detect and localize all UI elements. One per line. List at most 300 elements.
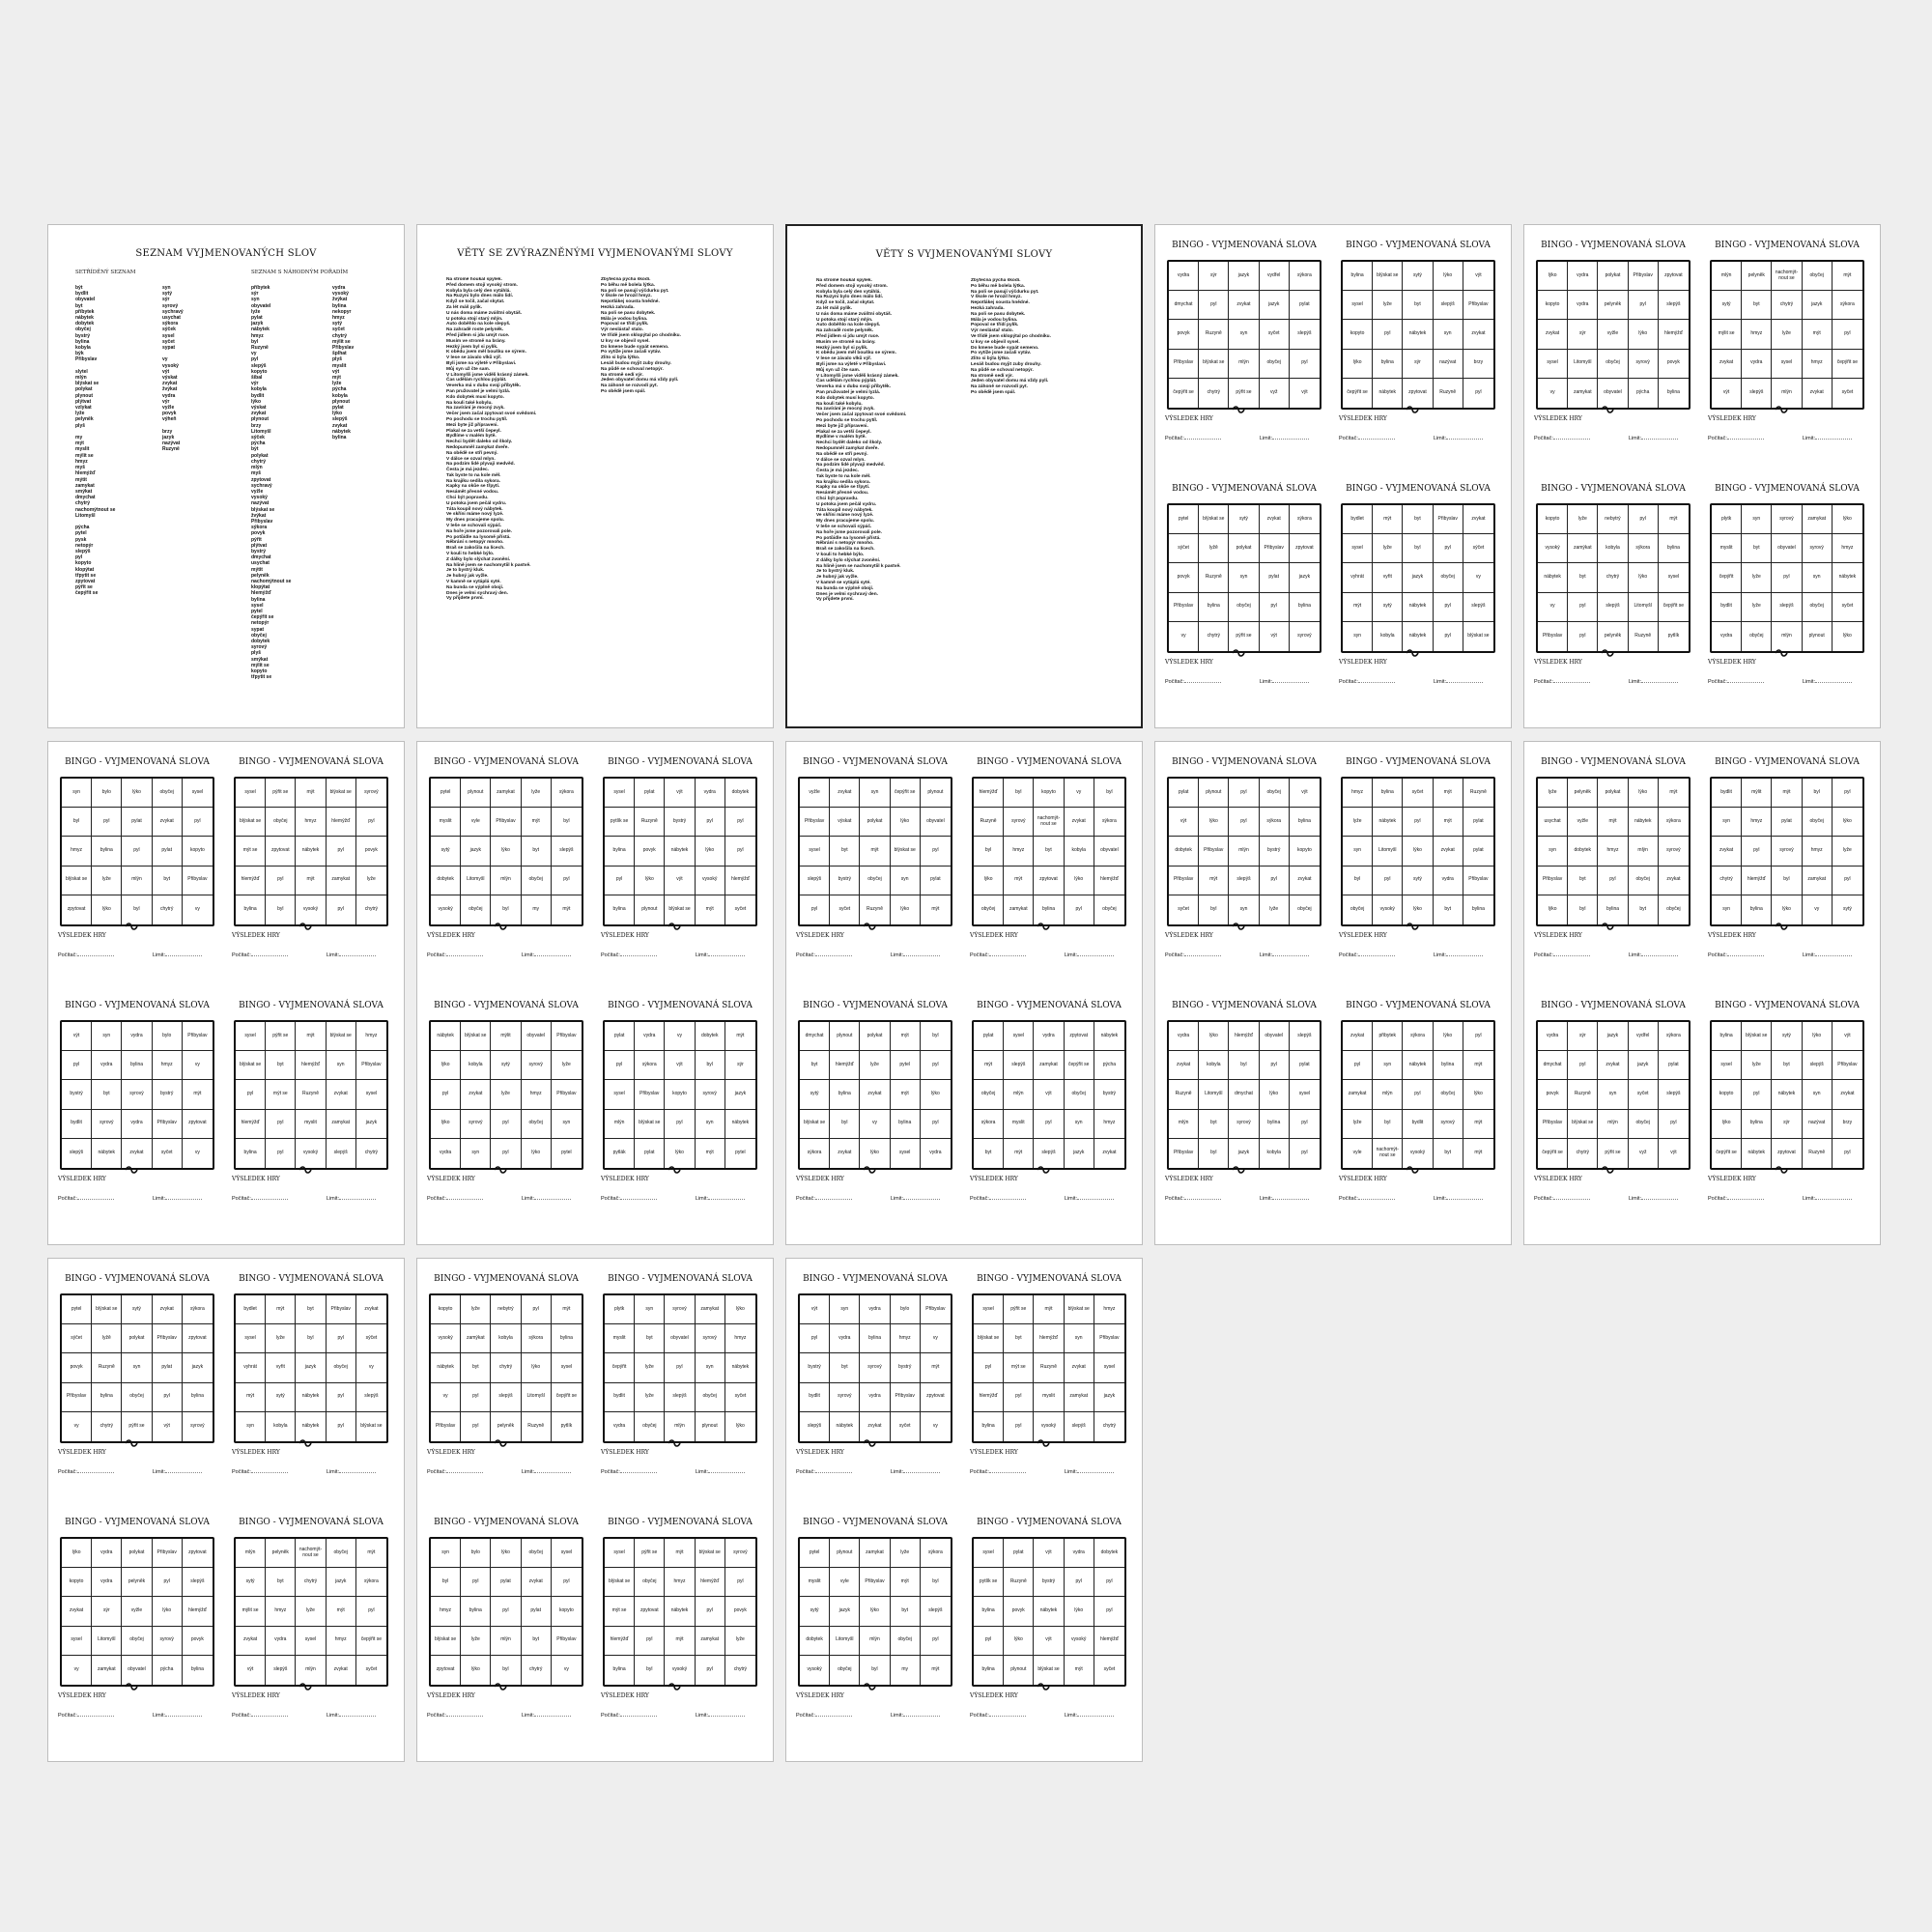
bingo-cell[interactable]: pylat <box>1463 808 1493 837</box>
bingo-cell[interactable]: byt <box>830 837 860 866</box>
bingo-cell[interactable]: byt <box>635 1324 665 1353</box>
bingo-cell[interactable]: čepýřit se <box>1659 593 1689 622</box>
bingo-cell[interactable]: pylat <box>1169 779 1199 808</box>
page-sentences-highlighted[interactable] <box>416 224 774 728</box>
bingo-cell[interactable]: pyl <box>974 1353 1004 1382</box>
bingo-cell[interactable]: sýkora <box>183 1295 213 1324</box>
bingo-cell[interactable]: Ruzyně <box>974 808 1004 837</box>
bingo-cell[interactable]: slepýš <box>356 1383 386 1412</box>
bingo-cell[interactable]: zpytovat <box>62 895 92 924</box>
bingo-cell[interactable]: lýko <box>431 1110 461 1139</box>
bingo-cell[interactable]: sysel <box>1094 1353 1124 1382</box>
bingo-cell[interactable]: mýt <box>562 906 571 913</box>
bingo-cell[interactable]: bylina <box>1742 895 1772 924</box>
bingo-cell[interactable]: byl <box>1772 867 1802 895</box>
bingo-cell[interactable]: kopyto <box>1712 1080 1742 1109</box>
bingo-cell[interactable]: vydra <box>635 1022 665 1051</box>
bingo-cell[interactable]: mýt <box>1463 1110 1493 1139</box>
player-field[interactable] <box>1358 439 1395 440</box>
bingo-cell[interactable]: syčet <box>1629 1080 1659 1109</box>
bingo-cell[interactable]: vydra <box>1742 350 1772 379</box>
bingo-cell[interactable]: mýt <box>665 1627 695 1656</box>
bingo-cell[interactable]: syrový <box>725 1539 755 1568</box>
bingo-cell[interactable]: lyžě <box>92 1324 122 1353</box>
bingo-cell[interactable]: syn <box>1229 895 1259 924</box>
bingo-cell[interactable]: pylat <box>1260 563 1290 592</box>
bingo-cell[interactable]: sýr <box>1199 262 1229 291</box>
bingo-cell[interactable]: syn <box>1065 1110 1094 1139</box>
bingo-cell[interactable]: vysoký <box>1538 534 1568 563</box>
bingo-cell[interactable]: bylina <box>1290 808 1320 837</box>
bingo-cell[interactable]: sysel <box>891 1139 921 1168</box>
bingo-cell[interactable]: Litomyšl <box>1199 1080 1229 1109</box>
bingo-cell[interactable]: lýko <box>735 1423 745 1430</box>
bingo-cell[interactable]: nábytek <box>1403 593 1433 622</box>
bingo-cell[interactable]: zvykat <box>1260 505 1290 534</box>
bingo-cell[interactable]: bydlit <box>605 1383 635 1412</box>
bingo-cell[interactable]: pyl <box>552 867 582 895</box>
bingo-cell[interactable]: hlemýžď <box>1034 1324 1064 1353</box>
bingo-cell[interactable]: syn <box>1065 1324 1094 1353</box>
bingo-cell[interactable]: mlýn <box>1229 350 1259 379</box>
bingo-cell[interactable]: byt <box>1568 563 1598 592</box>
bingo-cell[interactable]: slepýš <box>552 837 582 866</box>
bingo-cell[interactable]: my <box>522 895 552 924</box>
bingo-cell[interactable]: hlemýžď <box>296 1051 326 1080</box>
bingo-cell[interactable]: syn <box>1712 808 1742 837</box>
bingo-cell[interactable]: čepýřit <box>605 1353 635 1382</box>
bingo-cell[interactable]: nábytek <box>1094 1022 1124 1051</box>
bingo-cell[interactable]: byl <box>974 837 1004 866</box>
bingo-cell[interactable]: Přibyslav <box>1199 837 1229 866</box>
bingo-cell[interactable]: byt <box>1199 1110 1229 1139</box>
limit-field[interactable] <box>1815 439 1852 440</box>
bingo-cell[interactable]: obyčej <box>830 1656 860 1685</box>
bingo-cell[interactable]: sysel <box>236 1022 266 1051</box>
page-bingo-2[interactable] <box>1523 224 1881 728</box>
bingo-cell[interactable]: blýskat se <box>327 779 356 808</box>
bingo-cell[interactable]: zamykat <box>1803 867 1833 895</box>
bingo-cell[interactable]: mýt <box>1474 1150 1483 1156</box>
bingo-cell[interactable]: pyl <box>266 1110 296 1139</box>
bingo-cell[interactable]: zamykat <box>696 1295 725 1324</box>
bingo-cell[interactable]: byt <box>974 1139 1004 1168</box>
bingo-cell[interactable]: kobyla <box>461 1051 491 1080</box>
bingo-cell[interactable]: byl <box>921 1022 951 1051</box>
bingo-cell[interactable]: vy <box>1538 379 1568 408</box>
bingo-cell[interactable]: lýko <box>1833 505 1862 534</box>
bingo-cell[interactable]: zpytovat <box>1772 1139 1802 1168</box>
bingo-cell[interactable]: vyhrát <box>236 1353 266 1382</box>
bingo-cell[interactable]: zvykat <box>356 1295 386 1324</box>
bingo-cell[interactable]: sytý <box>1229 505 1259 534</box>
bingo-cell[interactable]: syrový <box>92 1110 122 1139</box>
bingo-cell[interactable]: lýko <box>725 1295 755 1324</box>
bingo-cell[interactable]: hmyz <box>153 1051 183 1080</box>
bingo-cell[interactable]: blýskat se <box>1373 262 1403 291</box>
bingo-cell[interactable]: bylina <box>190 1666 204 1673</box>
bingo-cell[interactable]: obyčej <box>327 1539 356 1568</box>
bingo-cell[interactable]: hmyz <box>1742 320 1772 349</box>
bingo-cell[interactable]: pyl <box>461 1383 491 1412</box>
bingo-cell[interactable]: pyl <box>1833 779 1862 808</box>
bingo-cell[interactable]: slepýš <box>921 1597 951 1626</box>
bingo-cell[interactable]: bylina <box>236 895 266 924</box>
page-sentences[interactable] <box>785 224 1143 728</box>
bingo-cell[interactable]: lyžě <box>1199 534 1229 563</box>
bingo-cell[interactable]: Přibyslav <box>1463 867 1493 895</box>
bingo-cell[interactable]: pyl <box>356 1597 386 1626</box>
bingo-cell[interactable]: zamykat <box>1004 895 1034 924</box>
bingo-cell[interactable]: usychat <box>1538 808 1568 837</box>
bingo-cell[interactable]: mlýn <box>1004 1080 1034 1109</box>
bingo-cell[interactable]: slepýš <box>1290 320 1320 349</box>
bingo-cell[interactable]: plynout <box>1199 779 1229 808</box>
bingo-cell[interactable]: obyčej <box>860 867 890 895</box>
bingo-cell[interactable]: sýkora <box>1629 534 1659 563</box>
bingo-cell[interactable]: pyl <box>921 1627 951 1656</box>
bingo-cell[interactable]: hlemýžď <box>974 1383 1004 1412</box>
limit-field[interactable] <box>1815 1199 1852 1200</box>
bingo-cell[interactable]: lýko <box>974 867 1004 895</box>
bingo-cell[interactable]: vysoký <box>1034 1412 1064 1441</box>
bingo-cell[interactable]: vyž <box>1260 379 1290 408</box>
bingo-cell[interactable]: zvykat <box>860 1412 890 1441</box>
bingo-cell[interactable]: byt <box>1034 837 1064 866</box>
bingo-cell[interactable]: pyl <box>1629 291 1659 320</box>
bingo-cell[interactable]: mýt se <box>236 837 266 866</box>
bingo-cell[interactable]: mýt <box>1373 505 1403 534</box>
bingo-cell[interactable]: hmyz <box>522 1080 552 1109</box>
bingo-cell[interactable]: lýko <box>1403 837 1433 866</box>
bingo-cell[interactable]: syčet <box>830 895 860 924</box>
bingo-cell[interactable]: hlemýžď <box>327 808 356 837</box>
bingo-cell[interactable]: Přibyslav <box>1538 1110 1568 1139</box>
bingo-cell[interactable]: pytlík <box>560 1423 573 1430</box>
bingo-cell[interactable]: zamýkat <box>1568 534 1598 563</box>
bingo-cell[interactable]: vydra <box>1034 1022 1064 1051</box>
bingo-cell[interactable]: zvykat <box>62 1597 92 1626</box>
bingo-cell[interactable]: hmyz <box>1742 808 1772 837</box>
bingo-cell[interactable]: čepýřit <box>1712 563 1742 592</box>
bingo-cell[interactable]: obyčej <box>153 779 183 808</box>
bingo-cell[interactable]: Přibyslav <box>431 1412 461 1441</box>
bingo-cell[interactable]: mýlit <box>491 1022 521 1051</box>
bingo-cell[interactable]: zvykat <box>1434 837 1463 866</box>
bingo-cell[interactable]: mlýn <box>236 1539 266 1568</box>
player-field[interactable] <box>620 1472 657 1473</box>
bingo-cell[interactable]: pyl <box>1403 808 1433 837</box>
bingo-cell[interactable]: pyl <box>921 837 951 866</box>
page-bingo-1[interactable] <box>1154 224 1512 728</box>
bingo-cell[interactable]: pýřit se <box>266 779 296 808</box>
bingo-cell[interactable]: pyl <box>266 867 296 895</box>
bingo-cell[interactable]: byl <box>860 1656 890 1685</box>
bingo-cell[interactable]: hlemýžď <box>236 1110 266 1139</box>
bingo-cell[interactable]: nábytek <box>1403 1051 1433 1080</box>
page-bingo-7[interactable] <box>1523 741 1881 1245</box>
bingo-cell[interactable]: nábytek <box>1538 563 1568 592</box>
bingo-cell[interactable]: syn <box>552 1110 582 1139</box>
bingo-cell[interactable]: výt <box>800 1295 830 1324</box>
bingo-cell[interactable]: pyl <box>725 1568 755 1597</box>
bingo-cell[interactable]: blýskat se <box>92 1295 122 1324</box>
bingo-cell[interactable]: Přibyslav <box>1094 1324 1124 1353</box>
bingo-cell[interactable]: hlemýžď <box>830 1051 860 1080</box>
bingo-cell[interactable]: pyl <box>461 1568 491 1597</box>
bingo-cell[interactable]: bylina <box>1471 906 1485 913</box>
page-bingo-6[interactable] <box>1154 741 1512 1245</box>
bingo-cell[interactable]: plynout <box>830 1022 860 1051</box>
bingo-cell[interactable]: sýr <box>1772 1110 1802 1139</box>
bingo-cell[interactable]: obyčej <box>522 1110 552 1139</box>
bingo-cell[interactable]: zvykat <box>1102 1150 1117 1156</box>
bingo-cell[interactable]: nábytek <box>296 1412 326 1441</box>
bingo-cell[interactable]: jazyk <box>1803 291 1833 320</box>
limit-field[interactable] <box>1815 955 1852 956</box>
bingo-cell[interactable]: hlemýžď <box>1742 867 1772 895</box>
bingo-cell[interactable]: polykat <box>860 808 890 837</box>
bingo-cell[interactable]: bydlit <box>62 1110 92 1139</box>
bingo-cell[interactable]: lyže <box>1833 837 1862 866</box>
bingo-cell[interactable]: syrový <box>1772 837 1802 866</box>
bingo-cell[interactable]: lyže <box>1373 291 1403 320</box>
bingo-cell[interactable]: vy <box>932 1423 938 1430</box>
bingo-cell[interactable]: hmyz <box>1094 1295 1124 1324</box>
bingo-cell[interactable]: vy <box>194 906 200 913</box>
bingo-cell[interactable]: sýkora <box>522 1324 552 1353</box>
bingo-cell[interactable]: vy <box>1065 779 1094 808</box>
page-bingo-9[interactable] <box>416 1258 774 1762</box>
bingo-cell[interactable]: bylina <box>1659 534 1689 563</box>
bingo-cell[interactable]: Přibyslav <box>1463 291 1493 320</box>
bingo-cell[interactable]: nábytek <box>1373 808 1403 837</box>
bingo-cell[interactable]: pyl <box>974 1627 1004 1656</box>
bingo-cell[interactable]: obyčej <box>635 1412 665 1441</box>
bingo-cell[interactable]: byl <box>830 1110 860 1139</box>
bingo-cell[interactable]: chytrý <box>153 895 183 924</box>
bingo-cell[interactable]: pyl <box>153 1383 183 1412</box>
bingo-cell[interactable]: byt <box>1434 895 1463 924</box>
bingo-cell[interactable]: výt <box>1463 262 1493 291</box>
bingo-cell[interactable]: syn <box>830 1295 860 1324</box>
bingo-cell[interactable]: lýko <box>1434 1022 1463 1051</box>
bingo-cell[interactable]: mlýn <box>1229 837 1259 866</box>
bingo-cell[interactable]: sytý <box>266 1383 296 1412</box>
bingo-cell[interactable]: obyčej <box>461 895 491 924</box>
bingo-cell[interactable]: zvykat <box>122 1139 152 1168</box>
bingo-cell[interactable]: brzy <box>1833 1110 1862 1139</box>
bingo-cell[interactable]: povyk <box>1169 320 1199 349</box>
bingo-cell[interactable]: zpytovat <box>431 1656 461 1685</box>
bingo-cell[interactable]: jazyk <box>1403 563 1433 592</box>
bingo-cell[interactable]: pylat <box>635 779 665 808</box>
bingo-cell[interactable]: hmyz <box>1803 350 1833 379</box>
bingo-cell[interactable]: dobytek <box>696 1022 725 1051</box>
bingo-cell[interactable]: přibytek <box>1373 1022 1403 1051</box>
bingo-cell[interactable]: pytel <box>800 1539 830 1568</box>
bingo-cell[interactable]: pelyněk <box>266 1539 296 1568</box>
player-field[interactable] <box>77 1199 114 1200</box>
bingo-cell[interactable]: plynout <box>830 1539 860 1568</box>
bingo-cell[interactable]: sytý <box>1403 867 1433 895</box>
bingo-cell[interactable]: mýt <box>1833 262 1862 291</box>
bingo-cell[interactable]: pyl <box>1844 1150 1851 1156</box>
bingo-cell[interactable]: nábytek <box>830 1412 860 1441</box>
bingo-cell[interactable]: syn <box>1742 505 1772 534</box>
bingo-cell[interactable]: lýko <box>1065 1597 1094 1626</box>
bingo-cell[interactable]: povyk <box>1659 350 1689 379</box>
bingo-cell[interactable]: pytlík se <box>974 1568 1004 1597</box>
bingo-cell[interactable]: pýcha <box>1629 379 1659 408</box>
bingo-cell[interactable]: brzy <box>1463 350 1493 379</box>
player-field[interactable] <box>815 1199 852 1200</box>
bingo-cell[interactable]: kobyla <box>491 1324 521 1353</box>
bingo-cell[interactable]: lýko <box>1403 895 1433 924</box>
bingo-cell[interactable]: bystrý <box>62 1080 92 1109</box>
bingo-cell[interactable]: vysoký <box>431 895 461 924</box>
limit-field[interactable] <box>534 1472 571 1473</box>
bingo-cell[interactable]: sýkora <box>356 1568 386 1597</box>
bingo-cell[interactable]: byt <box>1742 291 1772 320</box>
player-field[interactable] <box>446 1472 483 1473</box>
bingo-cell[interactable]: bylina <box>1742 1110 1772 1139</box>
bingo-cell[interactable]: nazývat <box>1803 1110 1833 1139</box>
bingo-cell[interactable]: obyčej <box>1629 1110 1659 1139</box>
bingo-cell[interactable]: bylina <box>1373 350 1403 379</box>
bingo-cell[interactable]: syn <box>62 779 92 808</box>
bingo-cell[interactable]: byt <box>153 867 183 895</box>
bingo-cell[interactable]: syn <box>1803 563 1833 592</box>
limit-field[interactable] <box>1272 439 1309 440</box>
bingo-cell[interactable]: pyl <box>122 837 152 866</box>
bingo-cell[interactable]: vysoký <box>431 1324 461 1353</box>
bingo-cell[interactable]: lyže <box>1343 1110 1373 1139</box>
bingo-cell[interactable]: lyže <box>92 867 122 895</box>
bingo-cell[interactable]: povyk <box>62 1353 92 1382</box>
bingo-cell[interactable]: lyže <box>635 1383 665 1412</box>
bingo-cell[interactable]: lýko <box>635 867 665 895</box>
bingo-cell[interactable]: mlýn <box>296 1656 326 1685</box>
bingo-cell[interactable]: sytý <box>1403 262 1433 291</box>
bingo-cell[interactable]: zvykat <box>1538 320 1568 349</box>
bingo-cell[interactable]: Ruzyně <box>1629 622 1659 651</box>
bingo-cell[interactable]: Přibyslav <box>921 1295 951 1324</box>
bingo-cell[interactable]: mýt <box>1659 505 1689 534</box>
player-field[interactable] <box>989 1716 1026 1717</box>
player-field[interactable] <box>1358 1199 1395 1200</box>
bingo-cell[interactable]: pyl <box>800 895 830 924</box>
bingo-cell[interactable]: blýskat se <box>1199 350 1229 379</box>
bingo-cell[interactable]: byt <box>1629 895 1659 924</box>
bingo-cell[interactable]: vy <box>1463 563 1493 592</box>
bingo-cell[interactable]: lyže <box>522 779 552 808</box>
bingo-cell[interactable]: mýt <box>860 837 890 866</box>
bingo-cell[interactable]: chytrý <box>296 1568 326 1597</box>
limit-field[interactable] <box>708 1472 745 1473</box>
bingo-cell[interactable]: vy <box>860 1110 890 1139</box>
bingo-cell[interactable]: pelyněk <box>1598 622 1628 651</box>
bingo-cell[interactable]: byt <box>266 1568 296 1597</box>
limit-field[interactable] <box>708 955 745 956</box>
bingo-cell[interactable]: syn <box>92 1022 122 1051</box>
bingo-cell[interactable]: slepýš <box>1034 1139 1064 1168</box>
bingo-cell[interactable]: byt <box>296 1295 326 1324</box>
bingo-cell[interactable]: bylina <box>830 1080 860 1109</box>
bingo-cell[interactable]: byt <box>92 1080 122 1109</box>
bingo-cell[interactable]: obyčej <box>1065 1080 1094 1109</box>
bingo-cell[interactable]: dobytek <box>800 1627 830 1656</box>
bingo-cell[interactable]: pyl <box>1094 1568 1124 1597</box>
bingo-cell[interactable]: obyvatel <box>921 808 951 837</box>
bingo-cell[interactable]: obyčej <box>1666 906 1681 913</box>
bingo-cell[interactable]: vydra <box>1065 1539 1094 1568</box>
bingo-cell[interactable]: kopyto <box>183 837 213 866</box>
bingo-cell[interactable]: byl <box>296 1324 326 1353</box>
bingo-cell[interactable]: povyk <box>1169 563 1199 592</box>
page-bingo-10[interactable] <box>785 1258 1143 1762</box>
bingo-cell[interactable]: vydra <box>860 1383 890 1412</box>
bingo-cell[interactable]: blýskat se <box>1742 1022 1772 1051</box>
bingo-cell[interactable]: pyl <box>1568 622 1598 651</box>
bingo-cell[interactable]: lyže <box>491 1080 521 1109</box>
bingo-cell[interactable]: nábytek <box>1833 563 1862 592</box>
bingo-cell[interactable]: hmyz <box>1343 779 1373 808</box>
bingo-cell[interactable]: mýt <box>891 1022 921 1051</box>
bingo-cell[interactable]: sytý <box>1373 593 1403 622</box>
bingo-cell[interactable]: lýko <box>1629 320 1659 349</box>
bingo-cell[interactable]: sysel <box>1290 1080 1320 1109</box>
bingo-cell[interactable]: Přibyslav <box>1434 505 1463 534</box>
bingo-cell[interactable]: obyčej <box>522 1539 552 1568</box>
bingo-cell[interactable]: nábytek <box>1403 622 1433 651</box>
bingo-cell[interactable]: pýcha <box>1094 1051 1124 1080</box>
bingo-cell[interactable]: kobyla <box>1065 837 1094 866</box>
bingo-cell[interactable]: sýr <box>1568 1022 1598 1051</box>
bingo-cell[interactable]: syrový <box>122 1080 152 1109</box>
bingo-cell[interactable]: zvykat <box>1598 1051 1628 1080</box>
bingo-cell[interactable]: pyl <box>327 1324 356 1353</box>
bingo-cell[interactable]: Ruzyně <box>522 1412 552 1441</box>
bingo-cell[interactable]: mýt se <box>605 1597 635 1626</box>
bingo-cell[interactable]: hmyz <box>431 1597 461 1626</box>
bingo-cell[interactable]: myslit <box>296 1110 326 1139</box>
bingo-cell[interactable]: mýt <box>1659 779 1689 808</box>
bingo-cell[interactable]: zvykat <box>1712 350 1742 379</box>
player-field[interactable] <box>251 1199 288 1200</box>
bingo-cell[interactable]: mýt <box>1434 779 1463 808</box>
bingo-cell[interactable]: blýskat se <box>635 1110 665 1139</box>
bingo-cell[interactable]: chytrý <box>1772 291 1802 320</box>
bingo-cell[interactable]: vydra <box>605 1412 635 1441</box>
bingo-cell[interactable]: povyk <box>183 1627 213 1656</box>
bingo-cell[interactable]: byl <box>552 808 582 837</box>
bingo-cell[interactable]: mlýn <box>1373 1080 1403 1109</box>
bingo-cell[interactable]: syrový <box>830 1383 860 1412</box>
limit-field[interactable] <box>1641 955 1678 956</box>
bingo-cell[interactable]: pyl <box>1373 320 1403 349</box>
bingo-cell[interactable]: lyže <box>1373 534 1403 563</box>
bingo-cell[interactable]: Přibyslav <box>552 1022 582 1051</box>
limit-field[interactable] <box>1446 1199 1483 1200</box>
bingo-cell[interactable]: blýskat se <box>696 1539 725 1568</box>
bingo-cell[interactable]: blýskat se <box>891 837 921 866</box>
bingo-cell[interactable]: pýřit se <box>1598 1139 1628 1168</box>
bingo-cell[interactable]: chytrý <box>1568 1139 1598 1168</box>
bingo-cell[interactable]: pytel <box>735 1150 746 1156</box>
player-field[interactable] <box>815 955 852 956</box>
bingo-cell[interactable]: syčet <box>1169 895 1199 924</box>
